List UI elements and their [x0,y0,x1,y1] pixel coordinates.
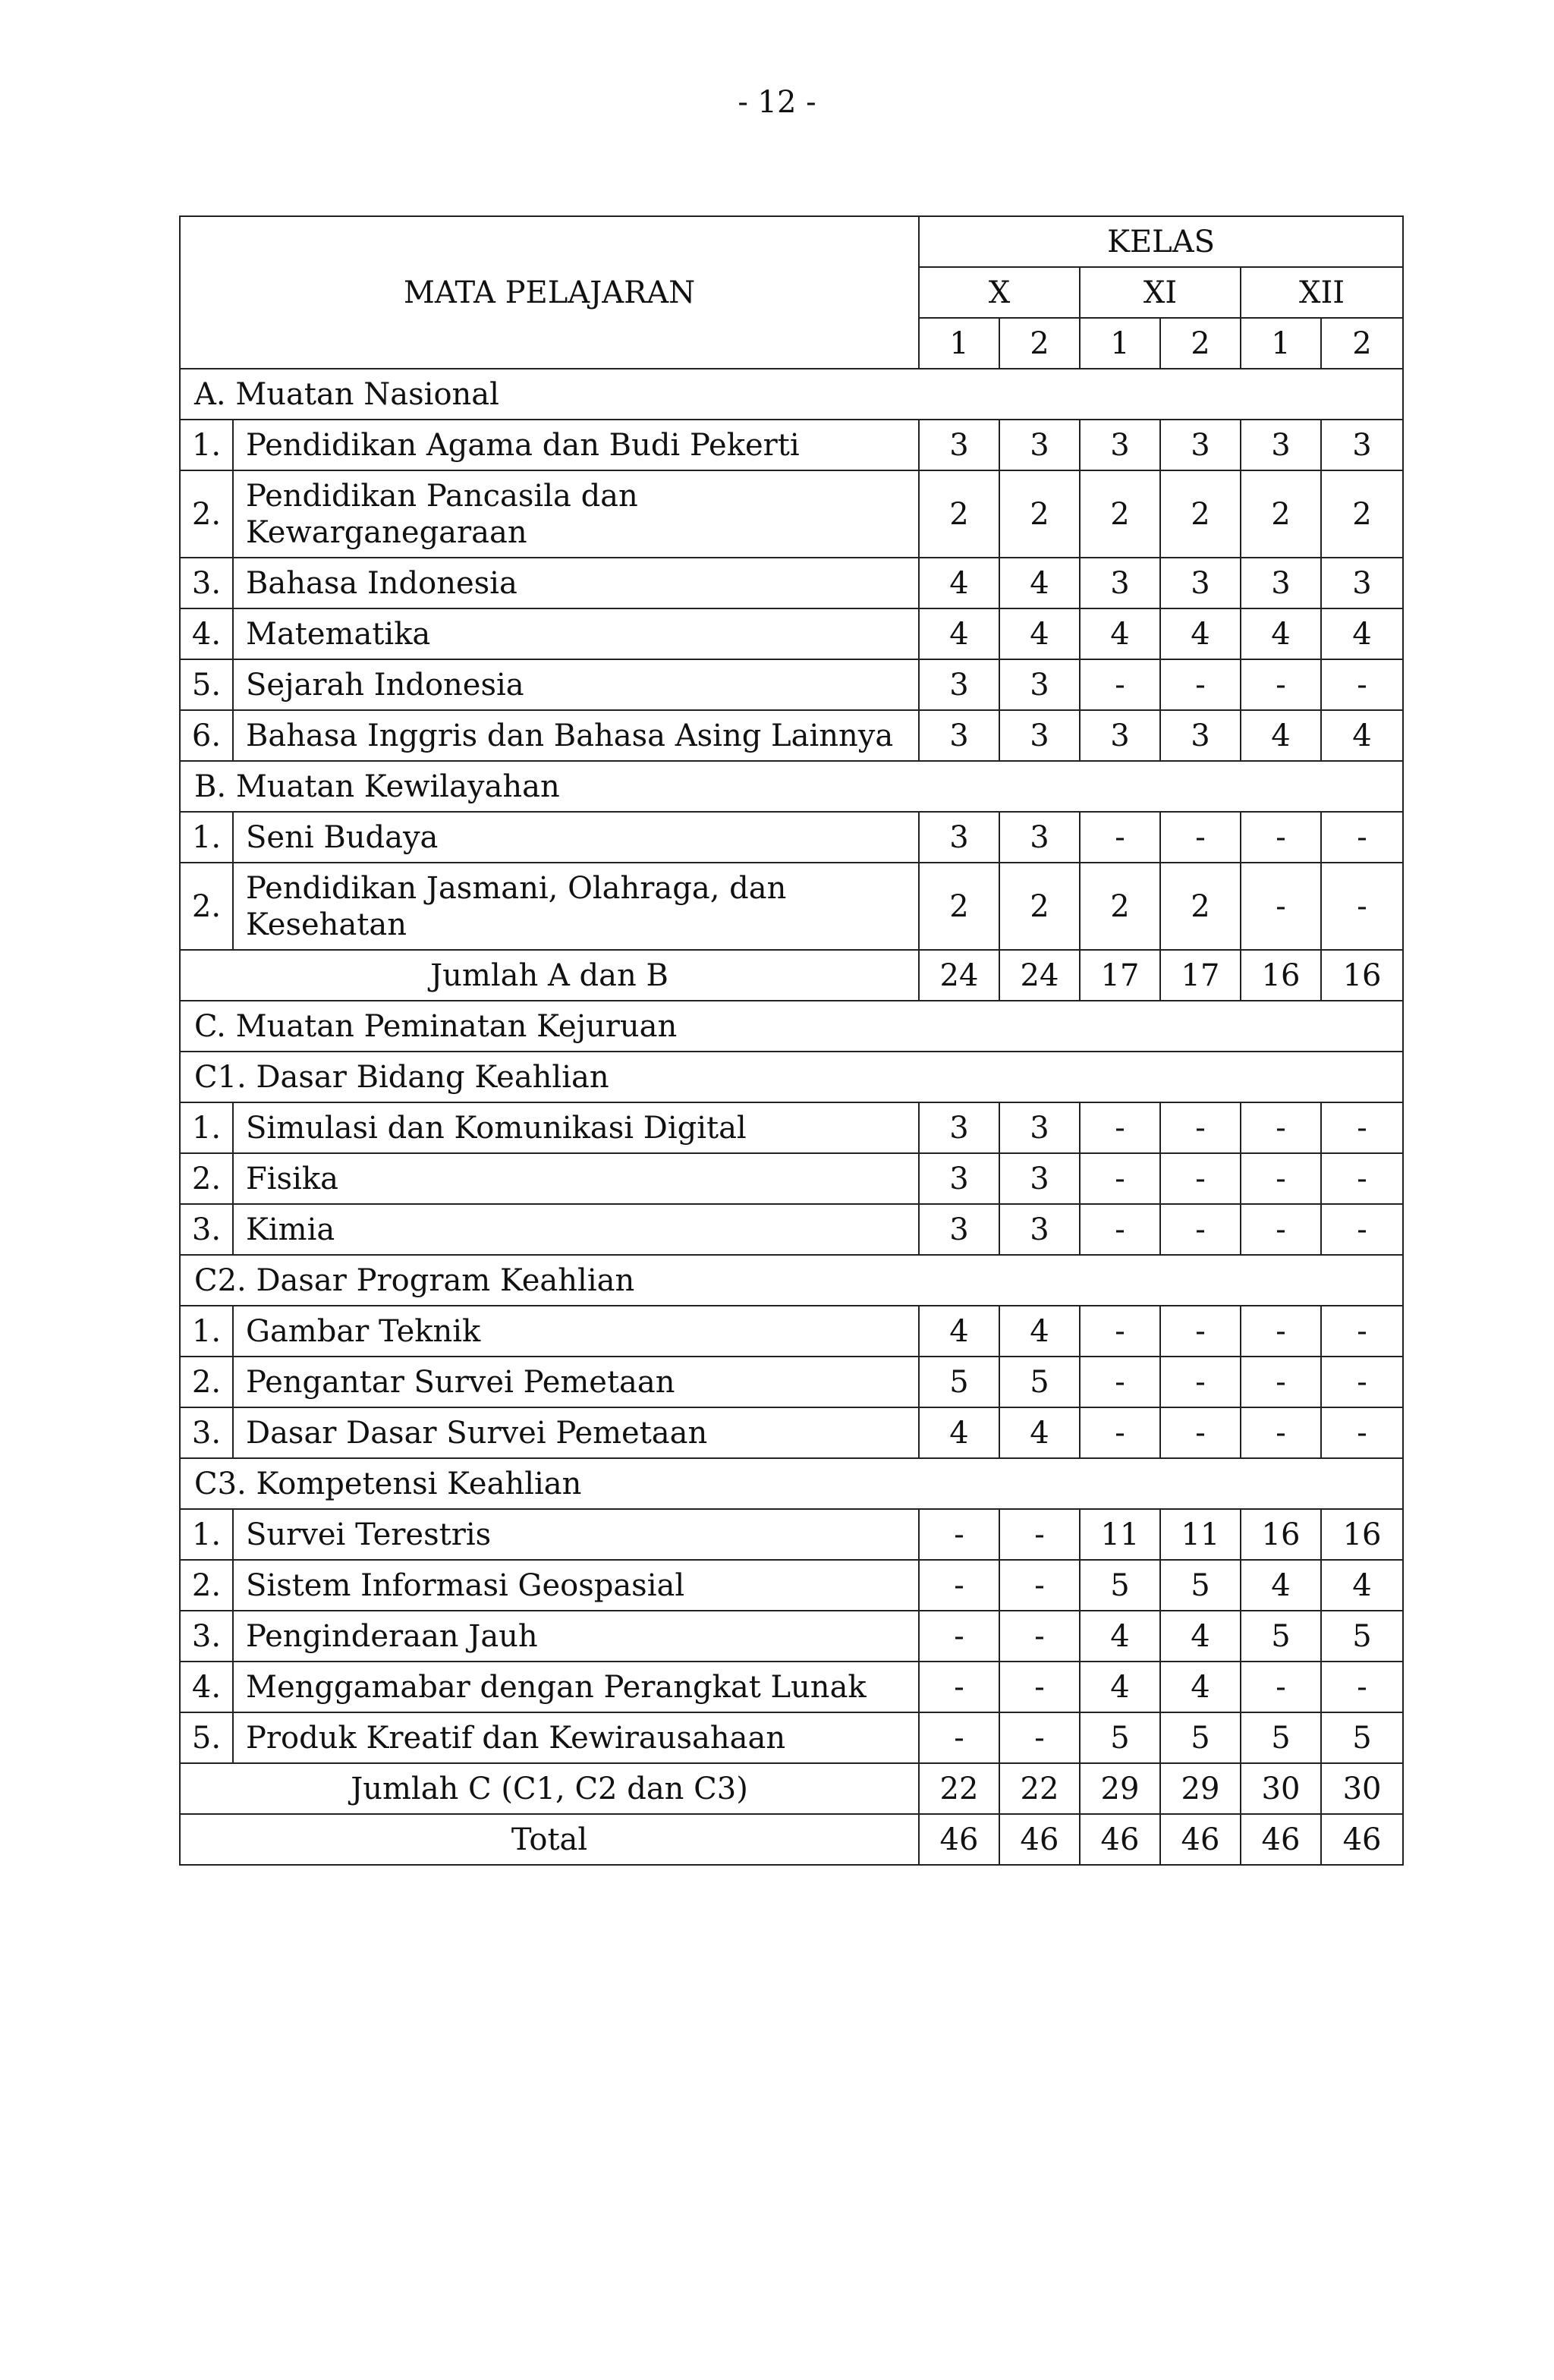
hours-cell: - [1241,1407,1321,1458]
hours-cell: - [1160,1357,1241,1407]
hours-cell: - [1160,1407,1241,1458]
section-row [180,369,1403,420]
table-row [180,420,1403,470]
hours-cell: 3 [1241,558,1321,608]
subtotal-cell: 30 [1321,1763,1403,1814]
semester-header: 1 [919,318,999,369]
table-row [180,1407,1403,1458]
subtotal-row [180,950,1403,1001]
semester-header: 2 [1160,318,1241,369]
row-number: 1. [180,812,233,863]
hours-cell: - [1080,1102,1160,1153]
hours-cell: 2 [999,470,1080,558]
section-row [180,1255,1403,1306]
hours-cell: 2 [1241,470,1321,558]
hours-cell: 3 [1080,420,1160,470]
subject-name: Produk Kreatif dan Kewirausahaan [233,1712,919,1763]
subtotal-cell: 29 [1160,1763,1241,1814]
hours-cell: - [919,1712,999,1763]
hours-cell: 4 [919,1407,999,1458]
table-row [180,1204,1403,1255]
subject-name: Pendidikan Agama dan Budi Pekerti [233,420,919,470]
row-number: 4. [180,608,233,659]
total-cell: 46 [919,1814,999,1865]
hours-cell: - [1080,1153,1160,1204]
hours-cell: 4 [1160,608,1241,659]
section-title: C3. Kompetensi Keahlian [180,1458,1403,1509]
hours-cell: 3 [1160,710,1241,761]
row-number: 2. [180,470,233,558]
subject-name: Sistem Informasi Geospasial [233,1560,919,1611]
hours-cell: - [1321,1662,1403,1712]
hours-cell: - [1321,1102,1403,1153]
subtotal-cell: 29 [1080,1763,1160,1814]
subject-name: Menggamabar dengan Perangkat Lunak [233,1662,919,1712]
hours-cell: - [1160,812,1241,863]
subtotal-cell: 22 [919,1763,999,1814]
row-number: 5. [180,659,233,710]
row-number: 6. [180,710,233,761]
hours-cell: 4 [999,1306,1080,1357]
subject-name: Survei Terestris [233,1509,919,1560]
hours-cell: 4 [1321,608,1403,659]
hours-cell: 4 [919,608,999,659]
total-cell: 46 [1241,1814,1321,1865]
hours-cell: - [919,1509,999,1560]
table-row [180,1611,1403,1662]
subject-name-line1: Pendidikan Pancasila dan [246,478,638,514]
hours-cell: 5 [999,1357,1080,1407]
row-number: 2. [180,863,233,950]
hours-cell: - [1241,1153,1321,1204]
hours-cell: 4 [919,558,999,608]
hours-cell: - [1241,1204,1321,1255]
subject-name: Dasar Dasar Survei Pemetaan [233,1407,919,1458]
row-number: 5. [180,1712,233,1763]
hours-cell: - [1241,1306,1321,1357]
hours-cell: - [1080,1204,1160,1255]
hours-cell: - [1321,812,1403,863]
hours-cell: 4 [999,608,1080,659]
table-row [180,1153,1403,1204]
section-row [180,1001,1403,1052]
hours-cell: 5 [1080,1560,1160,1611]
section-row [180,1052,1403,1102]
hours-cell: 3 [999,659,1080,710]
hours-cell: - [1080,1357,1160,1407]
hours-cell: 16 [1321,1509,1403,1560]
hours-cell: - [1241,1102,1321,1153]
hours-cell: - [999,1712,1080,1763]
hours-cell: 4 [919,1306,999,1357]
hours-cell: - [1160,1102,1241,1153]
total-cell: 46 [1321,1814,1403,1865]
table-row [180,1102,1403,1153]
section-title: B. Muatan Kewilayahan [180,761,1403,812]
hours-cell: 3 [1080,710,1160,761]
hours-cell: 2 [1080,470,1160,558]
hours-cell: - [1241,1357,1321,1407]
grade-xi-header: XI [1080,267,1241,318]
hours-cell: 4 [999,1407,1080,1458]
hours-cell: 3 [999,710,1080,761]
table-row [180,558,1403,608]
table-row [180,1712,1403,1763]
hours-cell: 2 [1080,863,1160,950]
hours-cell: - [999,1560,1080,1611]
hours-cell: 4 [1321,1560,1403,1611]
hours-cell: 11 [1080,1509,1160,1560]
hours-cell: 3 [919,812,999,863]
subject-name: Fisika [233,1153,919,1204]
hours-cell: 3 [919,1204,999,1255]
hours-cell: - [1160,659,1241,710]
row-number: 1. [180,1102,233,1153]
hours-cell: 3 [999,420,1080,470]
hours-cell: 5 [1160,1560,1241,1611]
table-row [180,1560,1403,1611]
hours-cell: - [919,1560,999,1611]
header-row-kelas [180,216,1403,267]
hours-cell: 3 [919,1102,999,1153]
hours-cell: 4 [1241,710,1321,761]
table-row [180,812,1403,863]
table-row [180,1306,1403,1357]
hours-cell: - [919,1662,999,1712]
table-row [180,710,1403,761]
hours-cell: - [1321,1357,1403,1407]
row-number: 1. [180,420,233,470]
hours-cell: - [999,1509,1080,1560]
hours-cell: 3 [1321,558,1403,608]
hours-cell: 4 [1160,1611,1241,1662]
subject-name: Sejarah Indonesia [233,659,919,710]
hours-cell: 3 [919,420,999,470]
hours-cell: - [1321,1204,1403,1255]
hours-cell: 3 [999,1204,1080,1255]
hours-cell: 2 [1160,470,1241,558]
hours-cell: 4 [1241,1560,1321,1611]
section-row [180,761,1403,812]
subtotal-cell: 24 [999,950,1080,1001]
hours-cell: - [1321,1153,1403,1204]
subject-name: Bahasa Indonesia [233,558,919,608]
subject-name [233,470,919,558]
hours-cell: - [999,1611,1080,1662]
subject-name: Kimia [233,1204,919,1255]
subtotal-cell: 16 [1321,950,1403,1001]
subtotal-cell: 17 [1080,950,1160,1001]
semester-header: 2 [999,318,1080,369]
section-title: C1. Dasar Bidang Keahlian [180,1052,1403,1102]
row-number: 2. [180,1357,233,1407]
hours-cell: 4 [999,558,1080,608]
subtotal-cell: 22 [999,1763,1080,1814]
table-row [180,470,1403,558]
subtotal-cell: 24 [919,950,999,1001]
subtotal-cell: 30 [1241,1763,1321,1814]
table-row [180,1357,1403,1407]
row-number: 2. [180,1153,233,1204]
hours-cell: 3 [919,659,999,710]
table-row [180,608,1403,659]
hours-cell: - [1321,1407,1403,1458]
hours-cell: 2 [919,470,999,558]
subject-name: Seni Budaya [233,812,919,863]
hours-cell: 3 [1241,420,1321,470]
hours-cell: 4 [1080,1611,1160,1662]
row-number: 1. [180,1509,233,1560]
table-row [180,1509,1403,1560]
hours-cell: 3 [1160,420,1241,470]
hours-cell: 3 [999,1102,1080,1153]
subtotal-label: Jumlah C (C1, C2 dan C3) [180,1763,919,1814]
hours-cell: 5 [1241,1611,1321,1662]
hours-cell: - [1080,812,1160,863]
hours-cell: - [1160,1153,1241,1204]
subject-name: Pengantar Survei Pemetaan [233,1357,919,1407]
table-row [180,659,1403,710]
total-cell: 46 [1080,1814,1160,1865]
hours-cell: 2 [999,863,1080,950]
hours-cell: - [1080,1306,1160,1357]
subject-name: Matematika [233,608,919,659]
hours-cell: - [1321,863,1403,950]
total-cell: 46 [1160,1814,1241,1865]
hours-cell: 3 [1080,558,1160,608]
table-row [180,863,1403,950]
hours-cell: 5 [1321,1712,1403,1763]
subject-name-line1: Pendidikan Jasmani, Olahraga, dan [246,870,787,906]
hours-cell: 5 [1160,1712,1241,1763]
subject-name [233,863,919,950]
hours-cell: 5 [1241,1712,1321,1763]
subject-name: Bahasa Inggris dan Bahasa Asing Lainnya [233,710,919,761]
section-title: C. Muatan Peminatan Kejuruan [180,1001,1403,1052]
hours-cell: - [1160,1204,1241,1255]
subject-name-line2: Kewarganegaraan [246,514,527,550]
hours-cell: 4 [1080,608,1160,659]
hours-cell: - [1321,1306,1403,1357]
hours-cell: 4 [1160,1662,1241,1712]
section-title: C2. Dasar Program Keahlian [180,1255,1403,1306]
hours-cell: - [1241,812,1321,863]
row-number: 3. [180,1611,233,1662]
hours-cell: 2 [1160,863,1241,950]
hours-cell: - [1080,1407,1160,1458]
hours-cell: - [1241,1662,1321,1712]
subject-column-header: MATA PELAJARAN [180,216,919,369]
page-number: - 12 - [738,85,816,120]
hours-cell: - [1160,1306,1241,1357]
hours-cell: 3 [919,710,999,761]
row-number: 4. [180,1662,233,1712]
section-row [180,1458,1403,1509]
section-title: A. Muatan Nasional [180,369,1403,420]
hours-cell: - [1241,863,1321,950]
subject-name: Penginderaan Jauh [233,1611,919,1662]
hours-cell: 3 [999,812,1080,863]
row-number: 2. [180,1560,233,1611]
row-number: 1. [180,1306,233,1357]
hours-cell: 3 [999,1153,1080,1204]
grade-xii-header: XII [1241,267,1403,318]
table-row [180,1662,1403,1712]
hours-cell: 4 [1321,710,1403,761]
hours-cell: - [919,1611,999,1662]
hours-cell: 3 [919,1153,999,1204]
kelas-header: KELAS [919,216,1403,267]
hours-cell: - [1321,659,1403,710]
curriculum-table [179,215,1404,1866]
row-number: 3. [180,1204,233,1255]
row-number: 3. [180,558,233,608]
hours-cell: 5 [1080,1712,1160,1763]
hours-cell: 5 [1321,1611,1403,1662]
subtotal-label: Jumlah A dan B [180,950,919,1001]
hours-cell: - [1241,659,1321,710]
hours-cell: 3 [1321,420,1403,470]
hours-cell: 4 [1080,1662,1160,1712]
subtotal-cell: 16 [1241,950,1321,1001]
total-cell: 46 [999,1814,1080,1865]
hours-cell: 4 [1241,608,1321,659]
hours-cell: - [1080,659,1160,710]
subject-name-line2: Kesehatan [246,907,407,942]
subtotal-cell: 17 [1160,950,1241,1001]
hours-cell: 16 [1241,1509,1321,1560]
hours-cell: - [999,1662,1080,1712]
total-row [180,1814,1403,1865]
subject-name: Simulasi dan Komunikasi Digital [233,1102,919,1153]
hours-cell: 11 [1160,1509,1241,1560]
subject-name: Gambar Teknik [233,1306,919,1357]
row-number: 3. [180,1407,233,1458]
semester-header: 1 [1241,318,1321,369]
semester-header: 1 [1080,318,1160,369]
subtotal-row [180,1763,1403,1814]
grade-x-header: X [919,267,1080,318]
hours-cell: 3 [1160,558,1241,608]
hours-cell: 2 [1321,470,1403,558]
semester-header: 2 [1321,318,1403,369]
total-label: Total [180,1814,919,1865]
hours-cell: 5 [919,1357,999,1407]
hours-cell: 2 [919,863,999,950]
